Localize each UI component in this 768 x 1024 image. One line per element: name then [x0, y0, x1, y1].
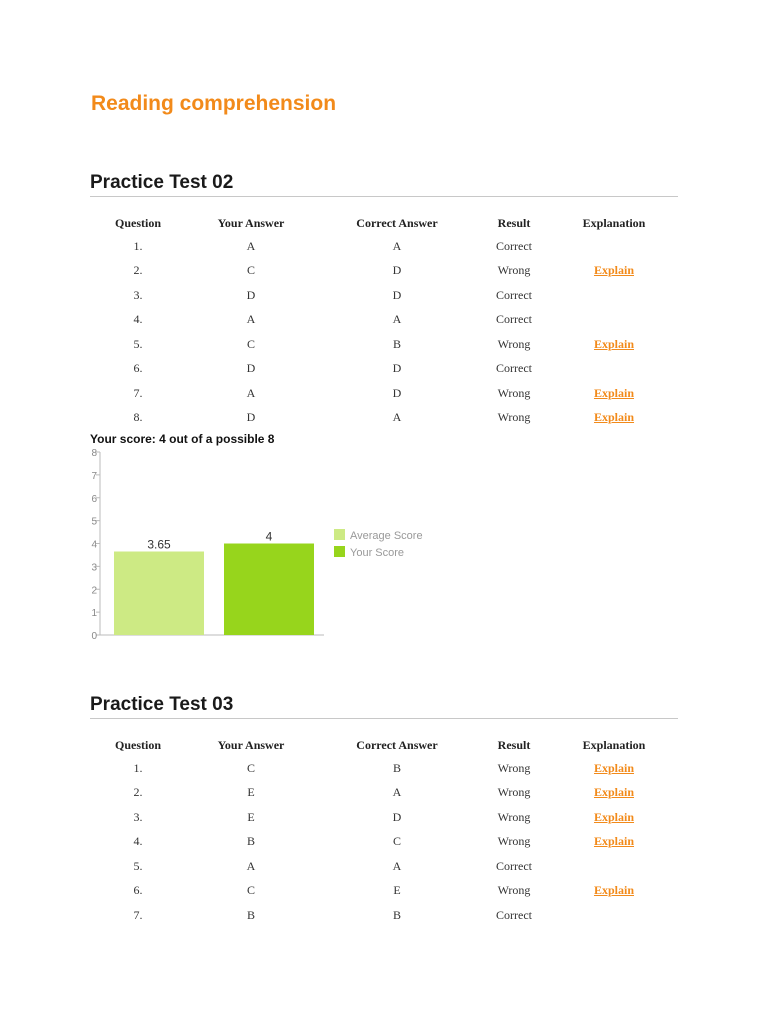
correct-answer-cell: B [392, 336, 401, 351]
y-tick-label: 1 [91, 608, 97, 620]
explanation-cell [550, 234, 678, 259]
correct-answer-cell: A [392, 858, 402, 873]
column-header-correct-answer: Correct Answer [356, 215, 438, 230]
result-cell: Correct [496, 312, 532, 327]
explain-link[interactable]: Explain [593, 760, 635, 775]
explanation-cell [550, 879, 678, 904]
table-row [90, 756, 678, 781]
bar-average-score [114, 552, 204, 635]
table-body [90, 234, 678, 430]
score-bar-chart [86, 446, 446, 644]
bar-data-label: 3.65 [147, 537, 171, 552]
explanation-cell [550, 357, 678, 382]
explanation-cell [550, 781, 678, 806]
table-row [90, 332, 678, 357]
column-header-result: Result [497, 215, 531, 230]
result-cell: Wrong [497, 410, 531, 425]
result-cell: Wrong [497, 809, 531, 824]
table-row [90, 357, 678, 382]
question-number-cell: 3. [133, 287, 143, 302]
explanation-cell [550, 406, 678, 431]
explain-link[interactable]: Explain [593, 809, 635, 824]
your-answer-cell: B [246, 907, 255, 922]
question-number-cell: 2. [133, 263, 143, 278]
result-cell: Wrong [497, 883, 531, 898]
table-header-row [90, 734, 678, 756]
legend-swatch [334, 546, 345, 557]
correct-answer-cell: A [392, 312, 402, 327]
your-answer-cell: A [246, 858, 256, 873]
table-row [90, 781, 678, 806]
column-header-your-answer: Your Answer [217, 737, 285, 752]
y-tick-label: 7 [91, 470, 97, 482]
y-tick-label: 4 [91, 539, 97, 551]
explain-link[interactable]: Explain [593, 883, 635, 898]
explain-link[interactable]: Explain [593, 263, 635, 278]
explanation-cell [550, 805, 678, 830]
table-row [90, 259, 678, 284]
your-answer-cell: A [246, 312, 256, 327]
test-03-title: Practice Test 03 [90, 694, 234, 715]
test-02-title: Practice Test 02 [90, 172, 234, 193]
correct-answer-cell: A [392, 238, 402, 253]
question-number-cell: 6. [133, 883, 143, 898]
question-number-cell: 5. [133, 858, 143, 873]
bar-data-label: 4 [265, 529, 273, 544]
correct-answer-cell: D [392, 385, 402, 400]
your-answer-cell: E [247, 785, 255, 800]
correct-answer-cell: D [392, 263, 402, 278]
correct-answer-cell: D [392, 287, 402, 302]
legend-label: Your Score [350, 547, 405, 559]
question-number-cell: 8. [133, 410, 143, 425]
result-cell: Correct [496, 238, 532, 253]
result-cell: Wrong [497, 785, 531, 800]
explain-link[interactable]: Explain [593, 336, 635, 351]
your-answer-cell: E [247, 809, 255, 824]
table-row [90, 805, 678, 830]
table-row [90, 854, 678, 879]
legend-label: Average Score [350, 530, 423, 542]
section-divider [90, 196, 678, 197]
column-header-question: Question [114, 215, 161, 230]
correct-answer-cell: A [392, 410, 402, 425]
question-number-cell: 5. [133, 336, 143, 351]
bar-your-score [224, 544, 314, 636]
column-header-correct-answer: Correct Answer [356, 737, 438, 752]
explanation-cell [550, 381, 678, 406]
your-answer-cell: D [246, 410, 256, 425]
result-cell: Correct [496, 361, 532, 376]
question-number-cell: 1. [133, 238, 143, 253]
correct-answer-cell: C [392, 834, 401, 849]
question-number-cell: 6. [133, 361, 143, 376]
your-answer-cell: C [246, 336, 255, 351]
table-header-row [90, 212, 678, 234]
y-tick-label: 0 [91, 631, 97, 642]
result-cell: Correct [496, 907, 532, 922]
correct-answer-cell: D [392, 809, 402, 824]
your-answer-cell: A [246, 385, 256, 400]
your-answer-cell: C [246, 883, 255, 898]
results-table-test-02 [90, 212, 678, 430]
result-cell: Wrong [497, 834, 531, 849]
table-row [90, 830, 678, 855]
result-cell: Wrong [497, 385, 531, 400]
explanation-cell [550, 283, 678, 308]
question-number-cell: 7. [133, 385, 143, 400]
table-body [90, 756, 678, 928]
explanation-cell [550, 259, 678, 284]
y-tick-label: 5 [91, 516, 97, 528]
y-tick-label: 8 [91, 448, 97, 459]
column-header-explanation: Explanation [582, 215, 646, 230]
explain-link[interactable]: Explain [593, 785, 635, 800]
table-row [90, 879, 678, 904]
column-header-result: Result [497, 737, 531, 752]
question-number-cell: 3. [133, 809, 143, 824]
result-cell: Wrong [497, 263, 531, 278]
explanation-cell [550, 756, 678, 781]
result-cell: Correct [496, 858, 532, 873]
table-row [90, 903, 678, 928]
explanation-cell [550, 903, 678, 928]
explain-link[interactable]: Explain [593, 410, 635, 425]
question-number-cell: 7. [133, 907, 143, 922]
explanation-cell [550, 332, 678, 357]
table-row [90, 381, 678, 406]
correct-answer-cell: D [392, 361, 402, 376]
result-cell: Wrong [497, 760, 531, 775]
question-number-cell: 1. [133, 760, 143, 775]
table-row [90, 234, 678, 259]
question-number-cell: 4. [133, 312, 143, 327]
correct-answer-cell: B [392, 760, 401, 775]
y-tick-label: 6 [91, 493, 97, 505]
y-tick-label: 3 [91, 562, 97, 574]
correct-answer-cell: B [392, 907, 401, 922]
correct-answer-cell: E [393, 883, 401, 898]
your-answer-cell: A [246, 238, 256, 253]
your-answer-cell: B [246, 834, 255, 849]
question-number-cell: 4. [133, 834, 143, 849]
your-answer-cell: C [246, 760, 255, 775]
result-cell: Correct [496, 287, 532, 302]
page-title: Reading comprehension [91, 92, 337, 115]
column-header-explanation: Explanation [582, 737, 646, 752]
column-header-question: Question [114, 737, 161, 752]
table-row [90, 406, 678, 431]
your-answer-cell: D [246, 361, 256, 376]
your-answer-cell: D [246, 287, 256, 302]
explain-link[interactable]: Explain [593, 385, 635, 400]
explanation-cell [550, 854, 678, 879]
result-cell: Wrong [497, 336, 531, 351]
your-answer-cell: C [246, 263, 255, 278]
legend-swatch [334, 529, 345, 540]
table-row [90, 283, 678, 308]
explanation-cell [550, 830, 678, 855]
question-number-cell: 2. [133, 785, 143, 800]
column-header-your-answer: Your Answer [217, 215, 285, 230]
correct-answer-cell: A [392, 785, 402, 800]
score-summary: Your score: 4 out of a possible 8 [90, 432, 275, 446]
section-divider [90, 718, 678, 719]
explain-link[interactable]: Explain [593, 834, 635, 849]
explanation-cell [550, 308, 678, 333]
y-tick-label: 2 [91, 585, 97, 597]
results-table-test-03 [90, 734, 678, 928]
table-row [90, 308, 678, 333]
